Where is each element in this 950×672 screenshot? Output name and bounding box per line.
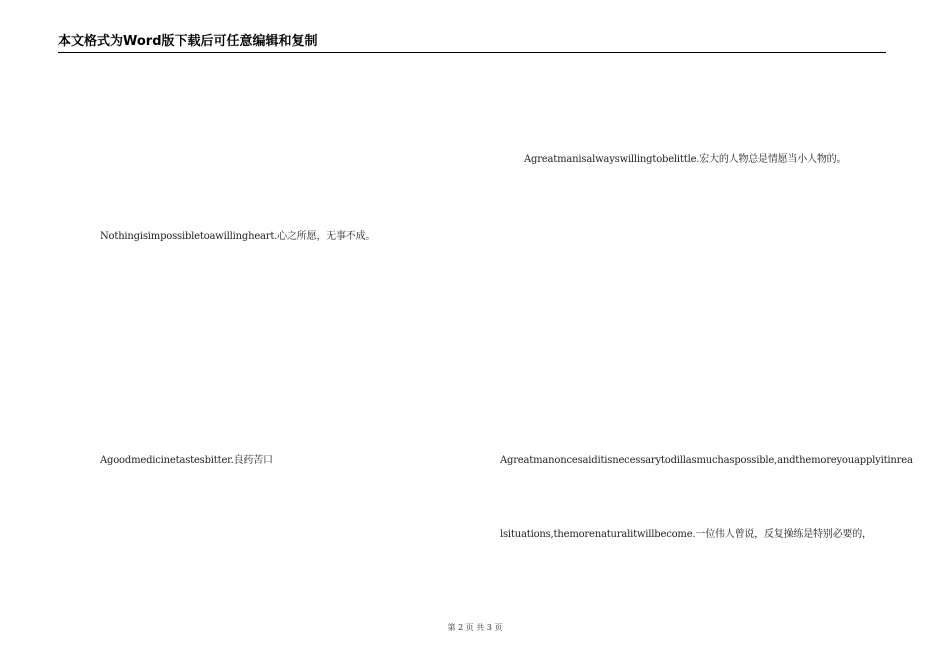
paragraph-great-man-said-line1: Agreatmanoncesaiditisnecessarytodillasmuchaspossible,andthemoreyouapplyitinrea xyxy=(500,455,913,466)
paragraph-great-man-little: Agreatmanisalwayswillingtobelittle.宏大的人物总是情愿当小人物的。 xyxy=(524,154,847,165)
header-title: 本文格式为Word版下载后可任意编辑和复制 xyxy=(58,34,318,49)
page-number: 第 2 页 共 3 页 xyxy=(447,623,503,632)
paragraph-great-man-said-line2: lsituations,themorenaturalitwillbecome.一位伟人曾说，反复操练是特别必要的， xyxy=(500,529,872,540)
page-header xyxy=(58,34,886,53)
paragraph-willing-heart: Nothingisimpossibletoawillingheart.心之所愿，无事不成。 xyxy=(100,231,376,242)
paragraph-good-medicine: Agoodmedicinetastesbitter.良药苦口 xyxy=(100,455,273,466)
